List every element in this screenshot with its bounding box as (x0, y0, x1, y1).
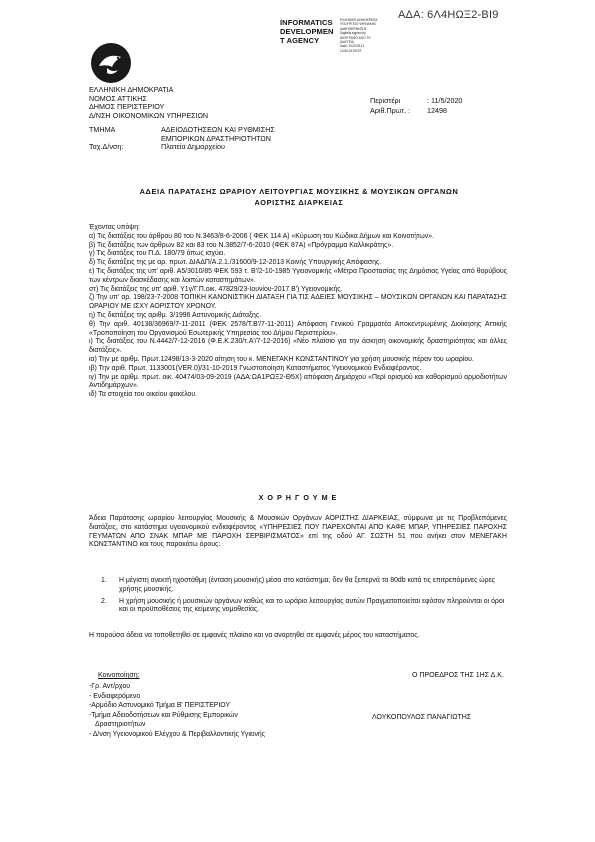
department-block (89, 126, 275, 152)
recipient-item: -Γρ. Αντ/ρχου (89, 683, 130, 690)
recipient-item: Δραστηριοτήτων (95, 721, 146, 729)
dept-value: ΑΔΕΙΟΔΟΤΗΣΕΩΝ ΚΑΙ ΡΥΘΜΙΣΗΣ (161, 125, 275, 134)
dept-value: ΕΜΠΟΡΙΚΩΝ ΔΡΑΣΤΗΡΙΟΤΗΤΩΝ (161, 133, 271, 143)
consideration: ιβ) Την αριθ. Πρωτ. 1133001(VER.0)/31-10-2019 Γνωστοποίηση Καταστήματος Υγειονομικού Ενδιαφέροντος. (89, 364, 422, 372)
stamp-line: ΔΙΑΚΥΒΕΡΝΗΣΗΣ (340, 26, 367, 31)
consideration: Έχοντας υπόψη: (89, 224, 140, 231)
condition-item (89, 598, 507, 616)
condition-text: Η χρήση μουσικής ή μουσικών οργάνων καθώς και το ωράριο λειτουργίας αυτών Πραγματοποιείται εφόσον πληρούνται οι όροι και οι προϋποθέσεις της κείμενης νομοθεσίας. (119, 597, 505, 614)
logo-line-1: INFORMATICS (280, 18, 333, 27)
consideration: ιγ) Την με αριθμ. πρωτ. οικ. 40474/03-09-2019 (ΑΔΑ:ΩΑ1ΡΩΞ2-Θ5Χ) απόφαση Δημάρχου «Περί ορισμού και καθορισμού αρμοδιοτήτων Αντιδημάρχων». (89, 373, 507, 390)
diavgeia-logo (280, 18, 420, 52)
protocol-label: Αριθ.Πρωτ. : (370, 106, 411, 115)
consideration: ι) Τις διατάξεις του Ν.4442/7-12-2016 (Φ.Ε.Κ.230/τ.Α'/7-12-2016) «Νέο πλαίσιο για την άσκηση οικονομικής δραστηριότητας και άλλες διατάξεις». (89, 338, 507, 355)
grant-paragraph (89, 515, 507, 550)
address-label: Ταχ.Δ/νση: (89, 142, 124, 152)
consideration: β) Τις διατάξεις των άρθρων 82 και 83 του Ν.3852/7-6-2010 (ΦΕΚ 87Α) «Πρόγραμμα Καλλικράτης». (89, 241, 394, 249)
title-line: ΑΟΡΙΣΤΗΣ ΔΙΑΡΚΕΙΑΣ (254, 198, 344, 207)
recipients-title: Κοινοποίηση: (98, 672, 140, 679)
grant-heading: Χ Ο Ρ Η Γ Ο Υ Μ Ε (258, 493, 338, 502)
consideration: ιδ) Τα στοιχεία του οικείου φακέλου. (89, 391, 198, 399)
grant-text: Άδεια Παράτασης ωραρίου λειτουργίας Μουσικής & Μουσικών Οργάνων ΑΟΡΙΣΤΗΣ ΔΙΑΡΚΕΙΑΣ, σύμφωνα με τις Προβλεπόμενες διατάξεις, στο κατάστημα υγειονομικού ενδιαφέροντος «ΥΠΗΡΕΣΙΕΣ ΠΟΥ ΠΑΡΕΧΟΝΤΑΙ ΑΠΟ ΚΑΦΕ ΜΠΑΡ, ΥΠΗΡΕΣΙΕΣ ΠΑΡΟΧΗΣ ΓΕΥΜΑΤΩΝ ΑΠΟ ΣΝΑΚ ΜΠΑΡ ΜΕ ΠΑΡΟΧΗ ΣΕΡΒΙΡΙΣΜΑΤΟΣ» επί της οδού ΑΓ. ΣΩΣΤΗ 51 που ανήκει στον ΜΕΝΕΓΑΚΗ ΚΩΝΣΤΑΝΤΙΝΟ και τους παρακάτω όρους: (89, 515, 507, 549)
stamp-line: ΥΠΟΥΡΓΕΙΟ ΨΗΦΙΑΚΗΣ (340, 22, 377, 27)
consideration: η) Τις διατάξεις της αριθμ. 3/1996 Αστυνομικής Διάταξης. (89, 311, 262, 319)
consideration: γ) Τις διατάξεις του Π.Δ. 180/79 όπως ισχύει. (89, 250, 226, 258)
consideration: ε) Τις διατάξεις της υπ' αριθ. Α5/3010/85 ΦΕΚ 593 τ. Β'/2-10-1985 Υγειονομικής «Μέτρα Προστασίας της Δημόσιας Υγείας από θορύβους των κέντρων διασκέδασης και λοιπών καταστημάτων». (89, 267, 507, 284)
signatory-name: ΛΟΥΚΟΠΟΥΛΟΣ ΠΑΝΑΓΙΩΤΗΣ (372, 714, 472, 721)
stamp-line: Date: 2020.05.11 (340, 44, 365, 49)
stamp-line: ΕΛΛΗΝΙΚΗ ΔΗΜΟΚΡΑΤΙΑ (340, 18, 378, 22)
issuer-line: ΕΛΛΗΝΙΚΗ ΔΗΜΟΚΡΑΤΙΑ (89, 85, 174, 94)
place-date: : 11/5/2020 (427, 96, 463, 105)
protocol-number: 12498 (427, 106, 447, 115)
conditions-list (89, 577, 507, 618)
condition-text: Η μέγιστη ανεκτή ηχοστάθμη (ένταση μουσικής) μέσα στο κατάστημα, δεν θα ξεπερνά τα 80db κατά τις επιτρεπόμενες ώρες χρήσης μουσικής. (119, 577, 495, 593)
consideration: ζ) Την υπ' αρ. 198/23-7-2008 ΤΟΠΙΚΗ ΚΑΝΟΝΙΣΤΙΚΗ ΔΙΑΤΑΞΗ ΓΙΑ ΤΙΣ ΑΔΕΙΕΣ ΜΟΥΣΙΚΗΣ – ΜΟΥΣΙΚΩΝ ΟΡΓΑΝΩΝ ΚΑΙ ΠΑΡΑΤΑΣΗΣ ΩΡΑΡΙΟΥ ΜΕ ΙΣΧΥ ΑΟΡΙΣΤΟΥ ΧΡΟΝΟΥ. (89, 294, 507, 311)
signatory-title: Ο ΠΡΟΕΔΡΟΣ ΤΗΣ 1ΗΣ Δ.Κ. (412, 672, 504, 679)
stamp-line: ΔΙΑΥΓΕΙΑ (340, 40, 354, 45)
place-label: Περιστέρι (370, 96, 401, 105)
stamp-line: 12:50:32 EEST (340, 48, 362, 53)
document-title (89, 186, 509, 208)
recipient-item: - Ενδιαφερόμενο (89, 692, 141, 700)
logo-line-3: T AGENCY (280, 36, 320, 45)
issuer-line: ΔΗΜΟΣ ΠΕΡΙΣΤΕΡΙΟΥ (89, 102, 165, 112)
recipient-item: -Τμήμα Αδειοδοτήσεων και Ρύθμισης Εμπορικών (89, 711, 238, 719)
ada-code: ΑΔΑ: 6Λ4ΗΩΞ2-ΒΙ9 (398, 9, 499, 21)
considerations-list (89, 224, 507, 400)
condition-number: 2. (101, 597, 107, 605)
title-line: ΑΔΕΙΑ ΠΑΡΑΤΑΣΗΣ ΩΡΑΡΙΟΥ ΛΕΙΤΟΥΡΓΙΑΣ ΜΟΥΣΙΚΗΣ & ΜΟΥΣΙΚΩΝ ΟΡΓΑΝΩΝ (139, 187, 459, 196)
consideration: ια) Την με αριθμ. Πρωτ.12498/13-3-2020 αίτηση του κ. ΜΕΝΕΓΑΚΗ ΚΩΝΣΤΑΝΤΙΝΟΥ για χρήση μουσικής πέραν του ωραρίου. (89, 355, 474, 363)
logo-line-2: DEVELOPMEN (280, 27, 334, 36)
recipient-item: - Δ/νση Υγειονομικού Ελέγχου & Περιβαλλοντικής Υγιεινής (89, 730, 266, 738)
document-meta (370, 96, 462, 116)
stamp-line: Digitally signed by (340, 31, 366, 36)
recipients-list (89, 682, 319, 740)
address-value: Πλατεία Δημαρχείου (161, 142, 225, 152)
dept-label: ΤΜΗΜΑ (89, 125, 116, 134)
greek-emblem-icon (88, 40, 134, 86)
consideration: α) Τις διατάξεις του άρθρου 80 του Ν.3463/8-6-2006 ( ΦΕΚ 114 Α) «Κύρωση του Κώδικα Δήμων και Κοινοτήτων». (89, 232, 434, 240)
condition-number: 1. (101, 577, 107, 584)
consideration: δ) Τις διατάξεις της με αρ. πρωτ. ΔΙΑΔΠ/Α.2.1./31600/9-12-2013 Κοινής Υπουργικής Απόφασης. (89, 259, 382, 267)
digital-signature-stamp (340, 18, 400, 53)
stamp-line: ΑΝΤΙΓΡΑΦΟ ΑΠΟ ΤΟ (340, 35, 371, 40)
consideration: στ) Τις διατάξεις της υπ' αριθ. Υ1γ/Γ.Π.οικ. 47829/23-Ιουνίου-2017 Β') Υγειονομικής. (89, 285, 343, 293)
recipient-item: -Αρμόδιο Αστυνομικό Τμήμα Β' ΠΕΡΙΣΤΕΡΙΟΥ (89, 702, 231, 710)
posting-notice: Η παρούσα άδεια να τοποθετηθεί σε εμφανές πλαίσιο και να αναρτηθεί σε εμφανές μέρος του καταστήματος. (89, 632, 420, 639)
issuer-line: Δ/ΝΣΗ ΟΙΚΟΝΟΜΙΚΩΝ ΥΠΗΡΕΣΙΩΝ (89, 110, 209, 120)
issuer-block (89, 86, 208, 120)
condition-item (89, 577, 507, 595)
issuer-line: ΝΟΜΟΣ ΑΤΤΙΚΗΣ (89, 93, 147, 103)
consideration: θ) Την αριθ. 40138/36969/7-11-2011 (ΦΕΚ 2578/Τ.Β'/7-11-2011) Απόφαση Γενικού Γραμματέα Αποκεντρωμένης Διοίκησης Αττικής «Τροποποίηση του Οργανισμού Εσωτερικής Υπηρεσίας του Δήμου Περιστερίου». (89, 320, 507, 337)
